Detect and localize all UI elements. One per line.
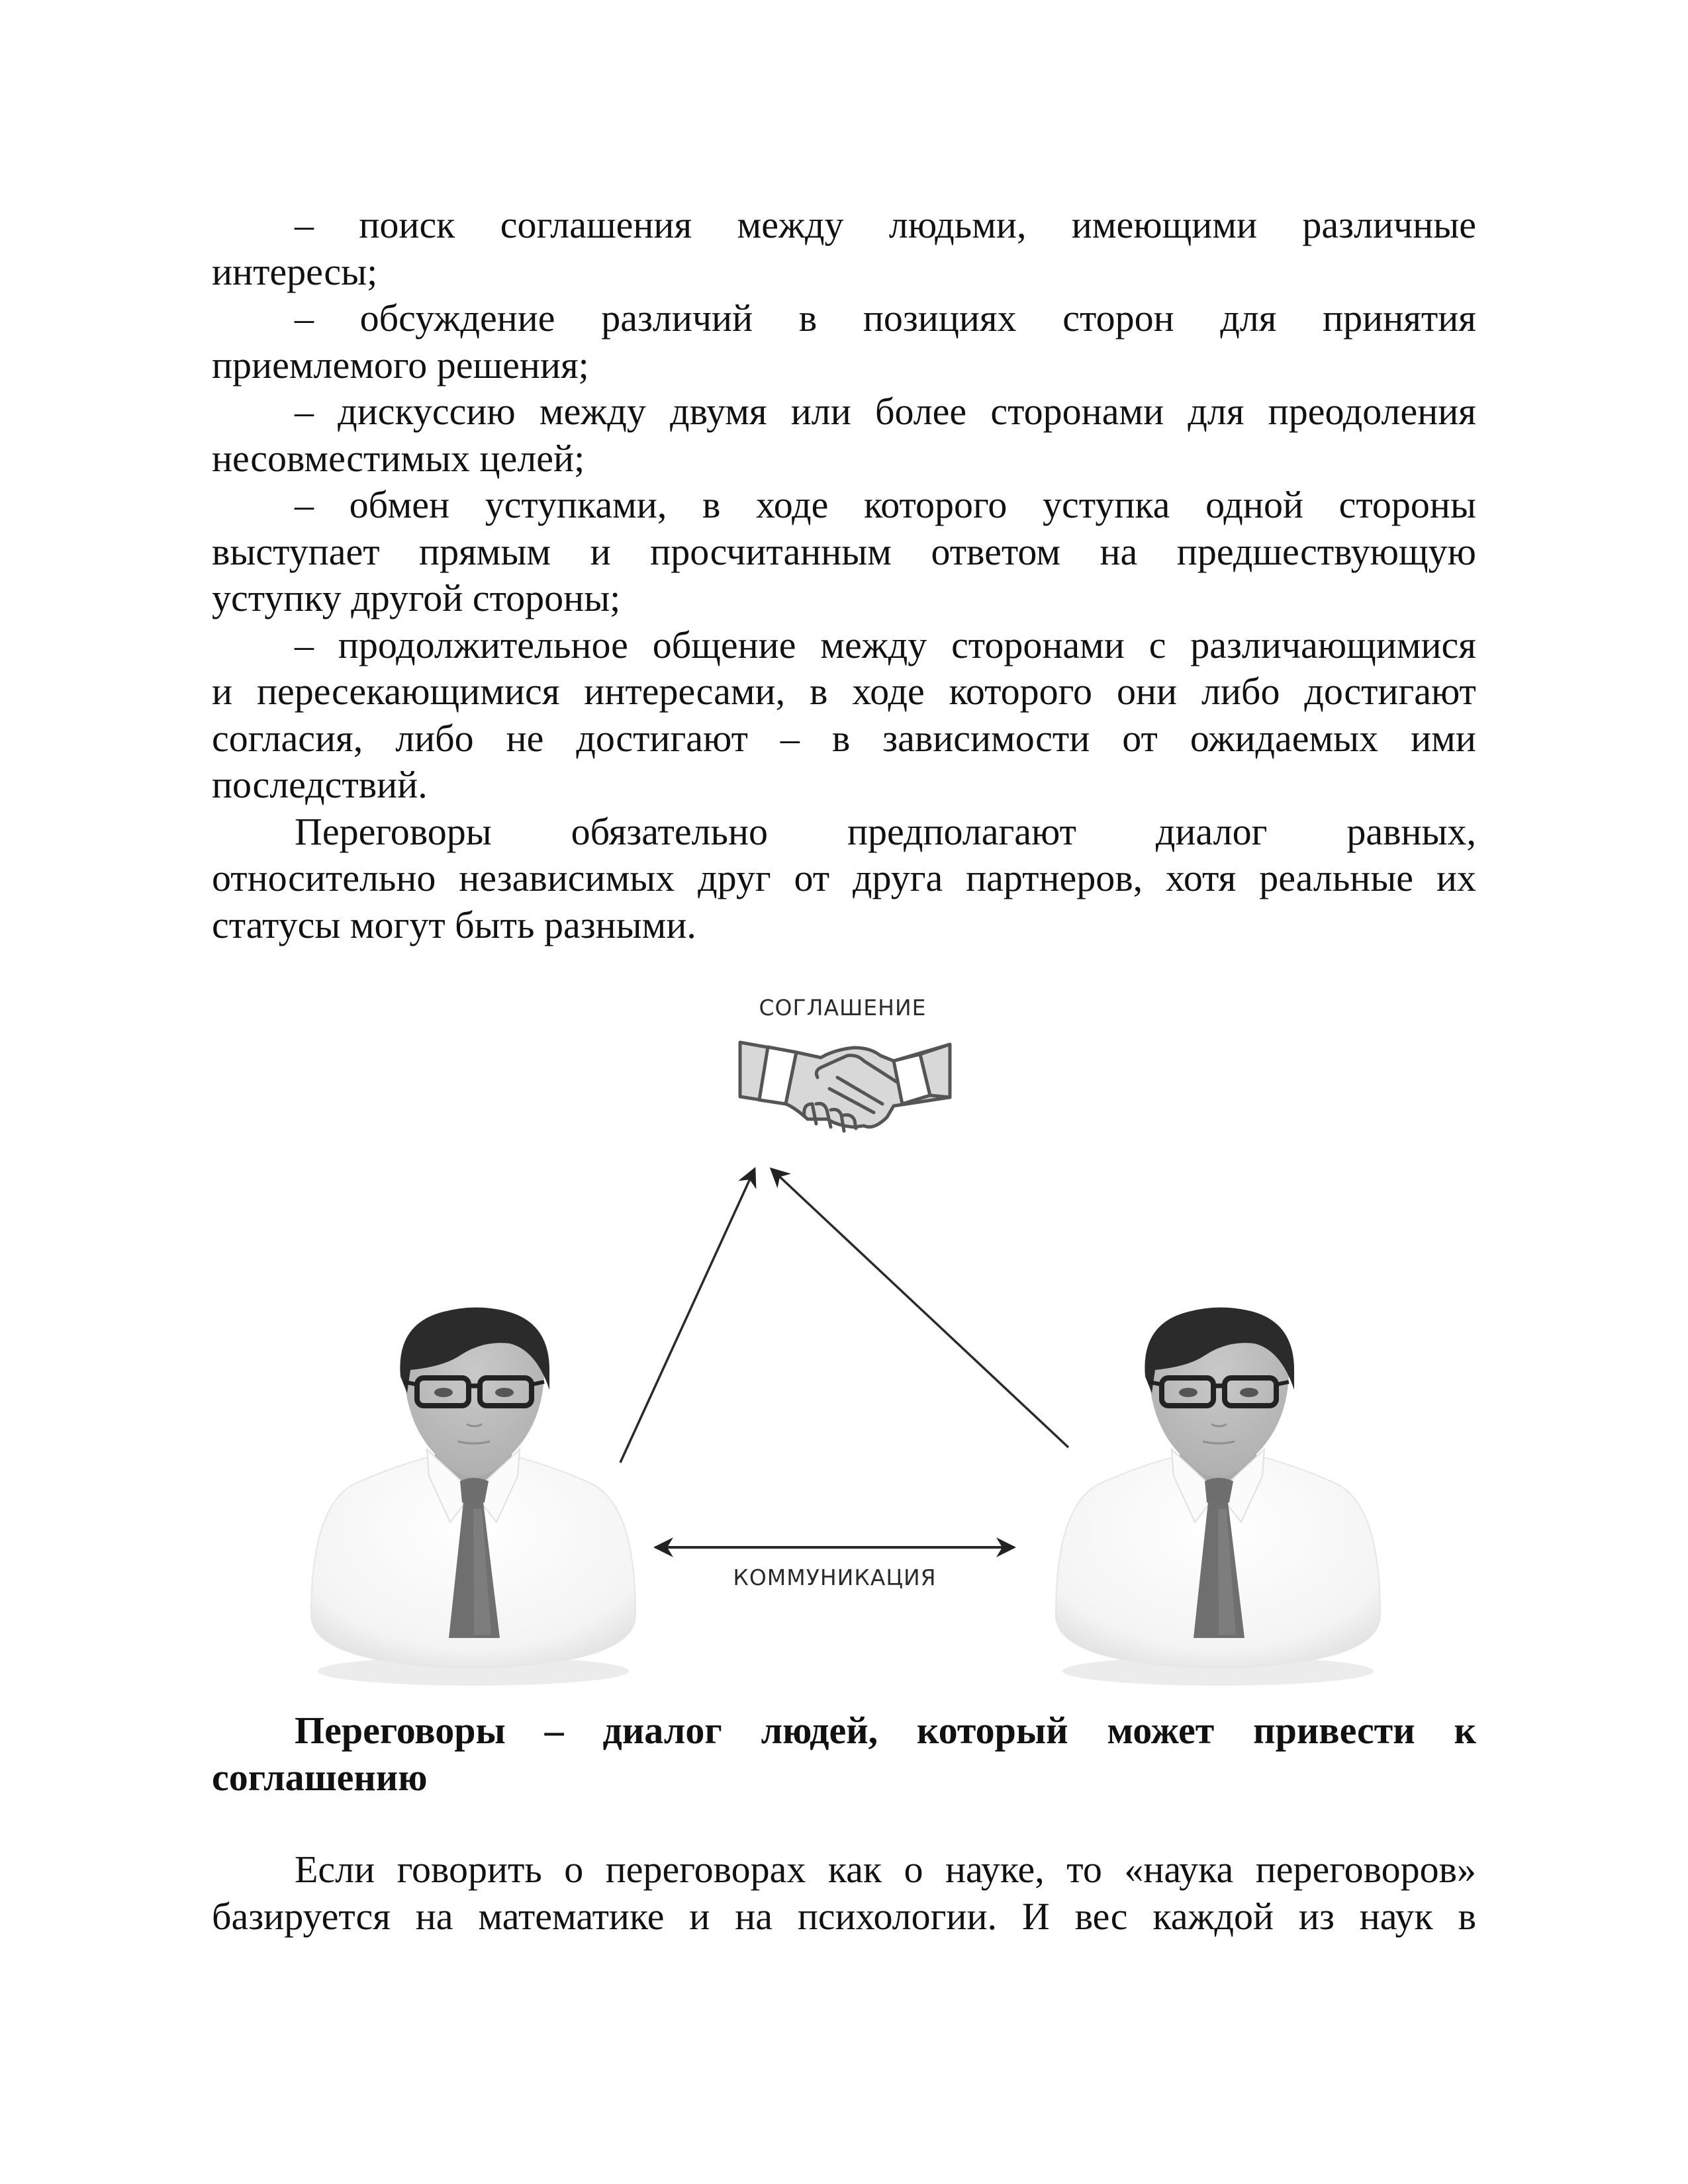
arrow-right-to-agreement (771, 1169, 1068, 1447)
word: обсуждение (359, 296, 555, 340)
closing-line2 (212, 1893, 1476, 1940)
person-left-icon (311, 1307, 635, 1686)
word: между (539, 390, 646, 433)
word: вес (1074, 1894, 1128, 1938)
word: который (917, 1709, 1068, 1752)
word: имеющими (1071, 203, 1258, 246)
word: двумя (670, 390, 767, 433)
word: – (295, 203, 314, 246)
word: и (590, 529, 611, 573)
word: одной (1205, 483, 1303, 526)
item3-line1 (212, 388, 1476, 435)
para6-line3: статусы могут быть разными. (212, 903, 696, 946)
word: общение (652, 623, 796, 666)
word: из (1298, 1894, 1335, 1938)
word: – (780, 716, 800, 760)
word: людьми, (888, 203, 1027, 246)
word: – (295, 390, 314, 433)
word: относительно (212, 856, 436, 899)
arrow-left-to-agreement (620, 1169, 755, 1463)
word: переговорах (605, 1848, 806, 1891)
word: соглашения (500, 203, 692, 246)
word: и (689, 1894, 710, 1938)
word: в (798, 296, 818, 340)
item4-line3: уступку другой стороны; (212, 576, 621, 619)
handshake-icon (740, 1042, 950, 1131)
word: между (737, 203, 844, 246)
word: зависимости (882, 716, 1090, 760)
word: или (790, 390, 851, 433)
word: обязательно (571, 809, 769, 853)
word: от (794, 856, 830, 899)
item1-line2: интересы; (212, 250, 378, 293)
word: хотя (1166, 856, 1237, 899)
word: Переговоры (295, 809, 492, 853)
word: базируется (212, 1894, 391, 1938)
word: интересами, (584, 670, 786, 713)
person-right-icon (1056, 1307, 1380, 1686)
word: просчитанным (650, 529, 892, 573)
item5-line3 (212, 715, 1476, 762)
word: поиск (359, 203, 455, 246)
word: ими (1411, 716, 1476, 760)
word: – (295, 483, 314, 526)
body-text-bottom (212, 1846, 1476, 1940)
para6-line2 (212, 855, 1476, 902)
word: равных, (1346, 809, 1476, 853)
word: уступка (1043, 483, 1170, 526)
word: продолжительное (338, 623, 628, 666)
item1-line1 (212, 202, 1476, 249)
word: более (874, 390, 967, 433)
figure-caption (212, 1707, 1476, 1801)
word: сторонами (951, 623, 1125, 666)
word: между (820, 623, 927, 666)
item5-line1 (212, 622, 1476, 669)
word: для (1188, 390, 1244, 433)
word: прямым (419, 529, 551, 573)
word: различающимися (1190, 623, 1476, 666)
word: в (702, 483, 721, 526)
word: может (1107, 1709, 1215, 1752)
word: то (1066, 1848, 1102, 1891)
item3-line2: несовместимых целей; (212, 436, 585, 480)
word: не (506, 716, 544, 760)
word: с (1149, 623, 1166, 666)
item5-line2 (212, 668, 1476, 715)
para6-line1 (212, 809, 1476, 856)
word: на (1100, 529, 1138, 573)
agreement-label: СОГЛАШЕНИЕ (759, 995, 927, 1021)
word: в (831, 716, 851, 760)
word: друг (698, 856, 771, 899)
word: реальные (1259, 856, 1414, 899)
word: либо (1201, 670, 1280, 713)
body-text-top (212, 202, 1476, 948)
word: партнеров, (966, 856, 1143, 899)
item4-line2 (212, 529, 1476, 576)
word: независимых (459, 856, 675, 899)
word: привести (1253, 1709, 1415, 1752)
word: «наука (1124, 1848, 1234, 1891)
communication-label: КОММУНИКАЦИЯ (733, 1565, 937, 1590)
word: науке, (945, 1848, 1045, 1891)
word: друга (852, 856, 943, 899)
word: говорить (397, 1848, 542, 1891)
item2-line2: приемлемого решения; (212, 343, 589, 387)
item2-line1 (212, 295, 1476, 342)
word: диалог (1155, 809, 1268, 853)
item5-line4: последствий. (212, 763, 428, 806)
word: сторон (1062, 296, 1174, 340)
word: они (1116, 670, 1178, 713)
word: как (827, 1848, 882, 1891)
word: различные (1302, 203, 1476, 246)
word: о (904, 1848, 923, 1891)
word: предполагают (847, 809, 1076, 853)
word: которого (863, 483, 1008, 526)
word: достигают (1304, 670, 1476, 713)
closing-line1 (212, 1846, 1476, 1893)
word: позициях (863, 296, 1017, 340)
word: Переговоры (295, 1709, 506, 1752)
word: пересекающимися (256, 670, 560, 713)
word: ходе (852, 670, 925, 713)
caption-line1 (212, 1707, 1476, 1754)
word: различий (601, 296, 753, 340)
word: либо (395, 716, 474, 760)
word: математике (478, 1894, 665, 1938)
caption-line2: соглашению (212, 1755, 428, 1799)
word: И (1021, 1894, 1050, 1938)
word: выступает (212, 529, 380, 573)
word: их (1436, 856, 1476, 899)
word: диалог (602, 1709, 722, 1752)
word: на (415, 1894, 453, 1938)
word: уступками, (485, 483, 667, 526)
word: психологии. (797, 1894, 997, 1938)
word: на (735, 1894, 773, 1938)
word: стороны (1338, 483, 1476, 526)
word: предшествующую (1176, 529, 1476, 573)
word: в (810, 670, 828, 713)
word: для (1220, 296, 1277, 340)
word: – (544, 1709, 564, 1752)
word: переговоров» (1255, 1848, 1476, 1891)
word: обмен (349, 483, 450, 526)
word: – (295, 623, 314, 666)
word: и (212, 670, 233, 713)
word: от (1122, 716, 1158, 760)
word: в (1458, 1894, 1476, 1938)
word: ожидаемых (1190, 716, 1379, 760)
item4-line1 (212, 482, 1476, 529)
word: принятия (1323, 296, 1476, 340)
word: которого (949, 670, 1093, 713)
word: преодоления (1268, 390, 1476, 433)
word: наук (1359, 1894, 1433, 1938)
word: к (1454, 1709, 1476, 1752)
word: ходе (755, 483, 829, 526)
word: – (295, 296, 314, 340)
negotiation-diagram (0, 953, 1688, 1694)
word: достигают (576, 716, 748, 760)
word: согласия, (212, 716, 363, 760)
word: ответом (931, 529, 1061, 573)
word: дискуссию (338, 390, 516, 433)
word: о (564, 1848, 584, 1891)
word: людей, (761, 1709, 878, 1752)
word: каждой (1152, 1894, 1274, 1938)
word: сторонами (990, 390, 1164, 433)
word: Если (295, 1848, 375, 1891)
